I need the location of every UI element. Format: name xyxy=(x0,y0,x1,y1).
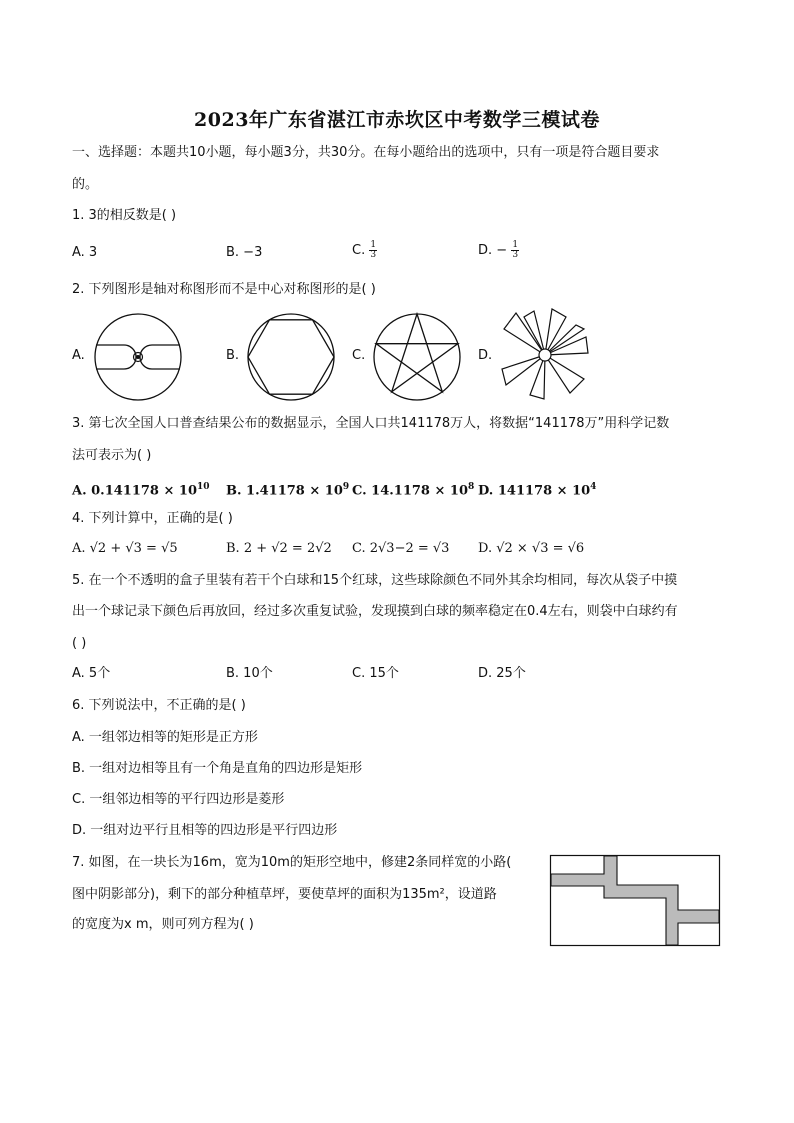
q3-stem-line1: 3. 第七次全国人口普查结果公布的数据显示，全国人口共141178万人，将数据“141178万”用科学记数 xyxy=(72,416,670,431)
q3-option-d[interactable]: D. $141178 \times 10^4$ xyxy=(478,482,597,499)
q6-option-c[interactable]: C. 一组邻边相等的平行四边形是菱形 xyxy=(72,792,285,807)
q3-option-c[interactable]: C. $14.1178 \times 10^8$ xyxy=(352,482,475,499)
q7-stem-line3: 的宽度为x m，则可列方程为( ) xyxy=(72,917,254,932)
q6-stem: 6. 下列说法中，不正确的是( ) xyxy=(72,698,246,713)
q5-stem-line3: ( ) xyxy=(72,636,87,651)
q4-option-a[interactable]: A. √2 + √3 = √5 xyxy=(72,541,178,556)
q5-stem-line1: 5. 在一个不透明的盒子里装有若干个白球和15个红球，这些球除颜色不同外其余均相同，每次从袋子中摸 xyxy=(72,573,678,588)
q6-option-a[interactable]: A. 一组邻边相等的矩形是正方形 xyxy=(72,730,258,745)
q7-stem-line1: 7. 如图，在一块长为16m，宽为10m的矩形空地中，修建2条同样宽的小路( xyxy=(72,855,512,870)
q1-option-d-label: D. − xyxy=(478,243,508,258)
q2-option-d[interactable]: D. xyxy=(478,348,493,363)
q1-option-a[interactable]: A. 3 xyxy=(72,245,98,260)
figure-star-in-circle xyxy=(372,312,464,402)
figure-circle-with-slot xyxy=(92,312,184,402)
q4-option-d[interactable]: D. √2 × √3 = √6 xyxy=(478,541,585,556)
q1-option-b[interactable]: B. −3 xyxy=(226,245,263,260)
figure-hexagon-in-circle xyxy=(246,312,338,402)
q5-stem-line2: 出一个球记录下颜色后再放回，经过多次重复试验，发现摸到白球的频率稳定在0.4左右，则袋中白球约有 xyxy=(72,604,678,619)
q4-option-c[interactable]: C. 2√3−2 = √3 xyxy=(352,541,450,556)
q3-stem-line2: 法可表示为( ) xyxy=(72,448,152,463)
section-heading-line1: 一、选择题：本题共10小题，每小题3分，共30分。在每小题给出的选项中，只有一项是符合题目要求 xyxy=(72,145,660,160)
q6-option-b[interactable]: B. 一组对边相等且有一个角是直角的四边形是矩形 xyxy=(72,761,363,776)
q1-stem: 1. 3的相反数是( ) xyxy=(72,208,177,223)
q6-option-d[interactable]: D. 一组对边平行且相等的四边形是平行四边形 xyxy=(72,823,338,838)
fraction: $\frac{1}{3}$ xyxy=(512,240,519,260)
q3-option-b[interactable]: B. $1.41178 \times 10^9$ xyxy=(226,482,350,499)
q1-option-c[interactable] xyxy=(352,241,377,260)
q2-option-c[interactable]: C. xyxy=(352,348,366,363)
q2-option-b[interactable]: B. xyxy=(226,348,240,363)
fraction: $\frac{1}{3}$ xyxy=(370,240,377,260)
figure-pinwheel xyxy=(500,307,592,403)
q4-option-b[interactable]: B. 2 + √2 = 2√2 xyxy=(226,541,332,556)
q5-option-c[interactable]: C. 15个 xyxy=(352,666,399,681)
page-title: 2023年广东省湛江市赤坎区中考数学三模试卷 xyxy=(194,109,600,131)
q4-stem: 4. 下列计算中，正确的是( ) xyxy=(72,511,233,526)
q5-option-b[interactable]: B. 10个 xyxy=(226,666,273,681)
q5-option-d[interactable]: D. 25个 xyxy=(478,666,526,681)
q2-stem: 2. 下列图形是轴对称图形而不是中心对称图形的是( ) xyxy=(72,282,376,297)
q1-option-d[interactable] xyxy=(478,241,519,260)
figure-rectangle-with-paths xyxy=(550,855,722,947)
q2-option-a[interactable]: A. xyxy=(72,348,85,363)
q5-option-a[interactable]: A. 5个 xyxy=(72,666,111,681)
q3-option-a[interactable]: A. $0.141178 \times 10^{10}$ xyxy=(72,482,210,499)
q7-stem-line2: 图中阴影部分)，剩下的部分种植草坪，要使草坪的面积为135m²，设道路 xyxy=(72,887,497,902)
section-heading-line2: 的。 xyxy=(72,177,99,192)
q1-option-c-label: C. xyxy=(352,243,366,258)
